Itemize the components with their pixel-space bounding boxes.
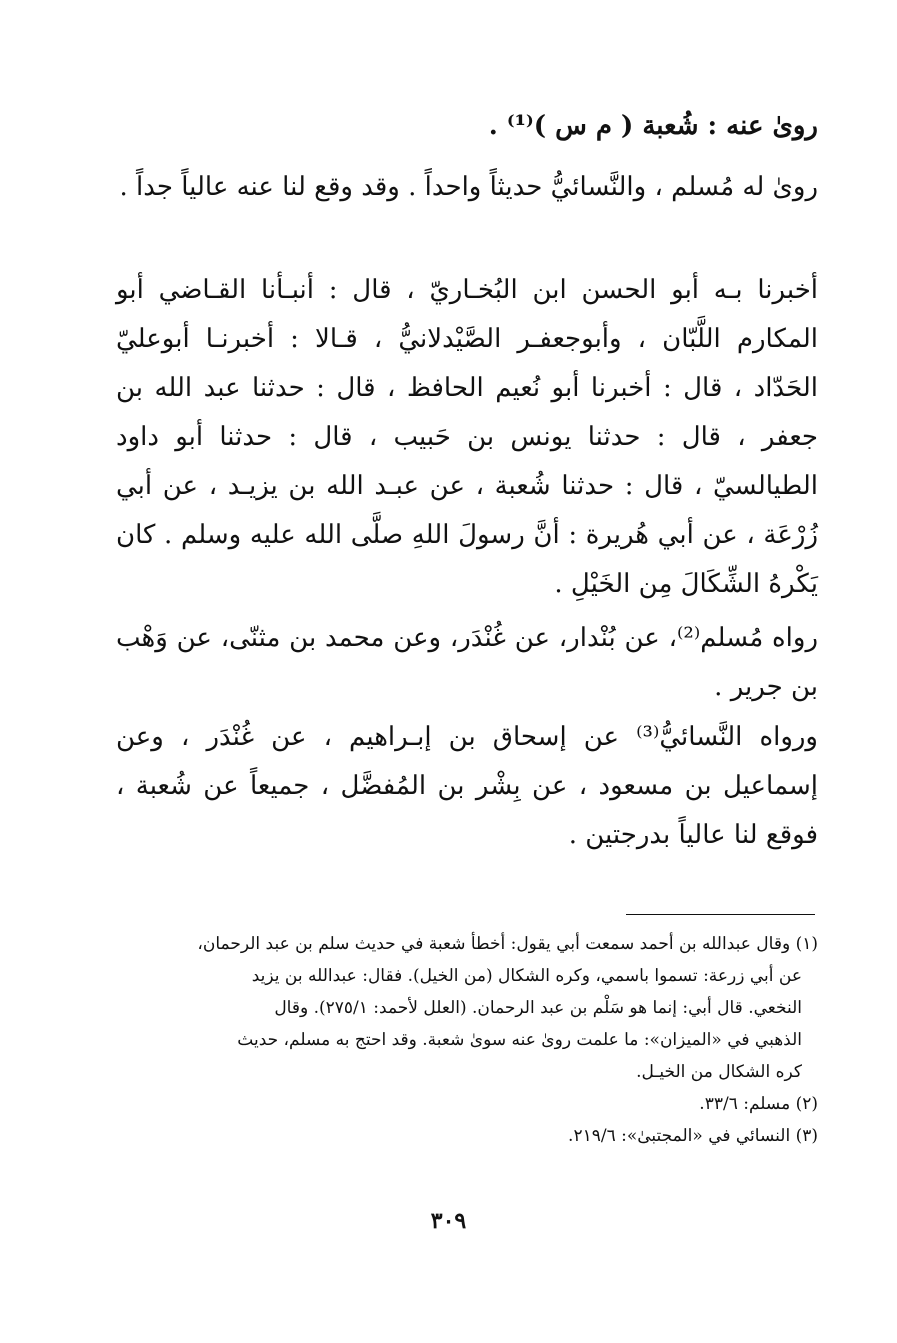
footnote-3: (٣) النسائي في «المجتبىٰ»: ٢١٩/٦. — [568, 1126, 818, 1146]
paragraph-muslim-narration: رواه مُسلم⁽²⁾، عن بُنْدار، عن غُنْدَر، وعن محمد بن مثنّى، عن وَهْب بن جرير . — [116, 623, 819, 702]
footnote-1-line-3: النخعي. قال أبي: إنما هو سَلْم بن عبد الرحمان. (العلل لأحمد: ٢٧٥/١). وقال — [274, 998, 802, 1018]
page-number: ٣٠٩ — [430, 1208, 467, 1234]
footnote-1-line-2: عن أبي زرعة: تسموا باسمي، وكره الشكال (من الخيل). فقال: عبدالله بن يزيد — [251, 966, 802, 986]
footnote-1-line-4: الذهبي في «الميزان»: ما علمت روىٰ عنه سوىٰ شعبة. وقد احتج به مسلم، حديث — [237, 1030, 802, 1050]
paragraph-narrated-by: روىٰ له مُسلم ، والنَّسائيُّ حديثاً واحداً . وقد وقع لنا عنه عالياً جداً . — [119, 172, 818, 202]
paragraph-nasai-narration: ورواه النَّسائيُّ⁽³⁾ عن إسحاق بن إبـراهيم ، عن غُنْدَر ، وعن إسماعيل بن مسعود ، عن بِشْر بن المُفضَّل ، جميعاً عن شُعبة ، فوقع لنا عالياً بدرجتين . — [116, 722, 818, 850]
paragraph-isnad-hadith: أخبرنا بـه أبو الحسن ابن البُخـاريّ ، قال : أنبـأنا القـاضي أبو المكارم اللَّبّان ، وأبوجعفـر الصَّيْدلانيُّ ، قـالا : أخبرنـا أبوعليّ الحَدّاد ، قال : أخبرنا أبو نُعيم الحافظ ، قال : حدثنا عبد الله بن جعفر ، قال : حدثنا يونس بن حَبيب ، قال : حدثنا أبو داود الطيالسيّ ، قال : حدثنا شُعبة ، عن عبـد الله بن يزيـد ، عن أبي زُرْعَة ، عن أبي هُريرة : أنَّ رسولَ اللهِ صلَّى الله عليه وسلم . كان يَكْرهُ الشِّكَالَ مِن الخَيْلِ . — [116, 275, 818, 599]
narrators-from-him: روىٰ عنه : شُعبة ( م س )⁽¹⁾ . — [488, 111, 818, 141]
footnote-divider — [626, 914, 815, 915]
footnote-1-line-1: (١) وقال عبدالله بن أحمد سمعت أبي يقول: أخطأ شعبة في حديث سلم بن عبد الرحمان، — [197, 934, 818, 954]
footnote-2: (٢) مسلم: ٣٣/٦. — [699, 1094, 818, 1114]
footnotes — [116, 928, 818, 1152]
footnote-1-line-5: كره الشكال من الخيـل. — [636, 1062, 802, 1082]
